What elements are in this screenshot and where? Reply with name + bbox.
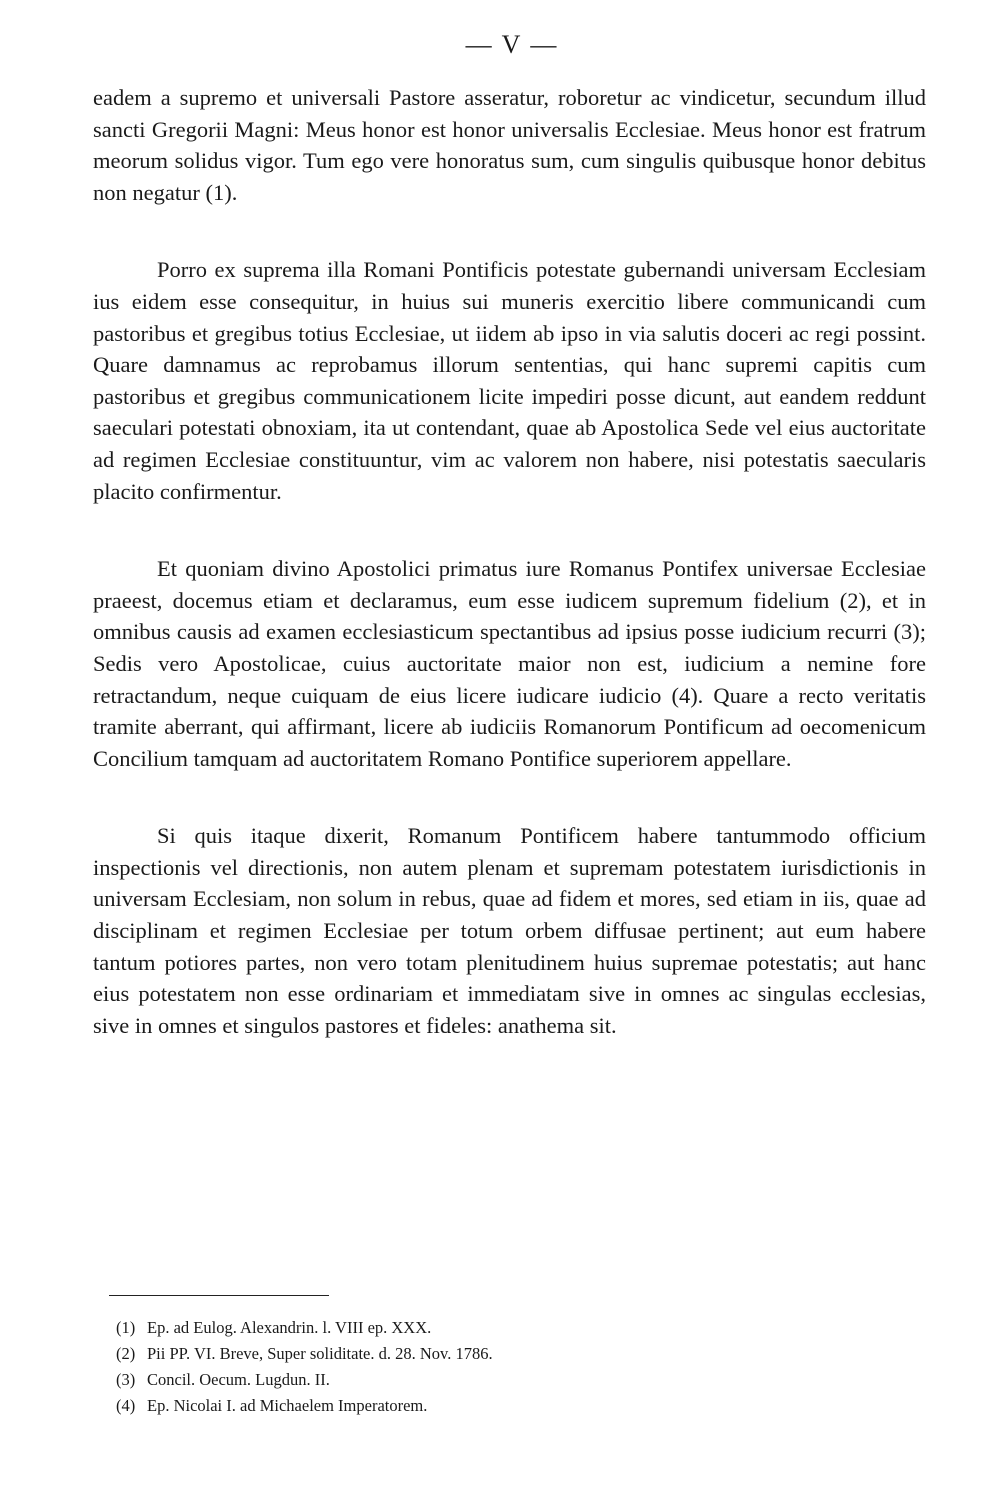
footnote-4	[116, 1393, 896, 1419]
paragraph-3: Et quoniam divino Apostolici primatus iure Romanus Pontifex universae Ecclesiae praeest, docemus etiam et declaramus, eum esse iudicem supremum fidelium (2), et in omnibus causis ad examen ecclesiasticum spectantibus ad ipsius posse iudicium recurri (3); Sedis vero Apostolicae, cuius auctoritate maior non est, iudicium a nemine fore retractandum, neque cuiquam de eius licere iudicare iudicio (4). Quare a recto veritatis tramite aberrant, qui affirmant, licere ab iudiciis Romanorum Pontificum ad oecomenicum Concilium tamquam ad auctoritatem Romano Pontifice superiorem appellare.	[93, 556, 926, 771]
footnote-text: Ep. Nicolai I. ad Michaelem Imperatorem.	[147, 1396, 428, 1415]
footnote-2	[116, 1341, 896, 1367]
footnote-number: (1)	[116, 1318, 136, 1337]
footnotes	[116, 1315, 896, 1419]
footnote-3	[116, 1367, 896, 1393]
footnote-number: (2)	[116, 1344, 136, 1363]
footnote-text: Concil. Oecum. Lugdun. II.	[147, 1370, 330, 1389]
footnote-text: Ep. ad Eulog. Alexandrin. l. VIII ep. XXX.	[147, 1318, 432, 1337]
body-text	[93, 82, 926, 1041]
footnote-divider	[109, 1295, 329, 1296]
footnote-number: (4)	[116, 1396, 136, 1415]
paragraph-1: eadem a supremo et universali Pastore asseratur, roboretur ac vindicetur, secundum illud sancti Gregorii Magni: Meus honor est honor universalis Ecclesiae. Meus honor est fratrum meorum solidus vigor. Tum ego vere honoratus sum, cum singulis quibusque honor debitus non negatur (1).	[93, 85, 926, 205]
footnote-1	[116, 1315, 896, 1341]
paragraph-2: Porro ex suprema illa Romani Pontificis potestate gubernandi universam Ecclesiam ius eidem esse consequitur, in huius sui muneris exercitio libere communicandi cum pastoribus et gregibus totius Ecclesiae, ut iidem ab ipso in via salutis doceri ac regi possint. Quare damnamus ac reprobamus illorum sententias, qui hanc supremi capitis cum pastoribus et gregibus communicationem licite impediri posse dicunt, aut eandem reddunt saeculari potestati obnoxiam, ita ut contendant, quae ab Apostolica Sede vel eius auctoritate ad regimen Ecclesiae constituuntur, vim ac valorem non habere, nisi potestatis saecularis placito confirmentur.	[93, 257, 926, 504]
page-number: — V —	[465, 30, 559, 59]
footnote-text: Pii PP. VI. Breve, Super soliditate. d. 28. Nov. 1786.	[147, 1344, 493, 1363]
footnote-number: (3)	[116, 1370, 136, 1389]
paragraph-4: Si quis itaque dixerit, Romanum Pontificem habere tantummodo officium inspectionis vel directionis, non autem plenam et supremam potestatem iurisdictionis in universam Ecclesiam, non solum in rebus, quae ad fidem et mores, sed etiam in iis, quae ad disciplinam et regimen Ecclesiae per totum orbem diffusae pertinent; aut eum habere tantum potiores partes, non vero totam plenitudinem huius supremae potestatis; aut hanc eius potestatem non esse ordinariam et immediatam sive in omnes ac singulas ecclesias, sive in omnes et singulos pastores et fideles: anathema sit.	[93, 823, 926, 1038]
